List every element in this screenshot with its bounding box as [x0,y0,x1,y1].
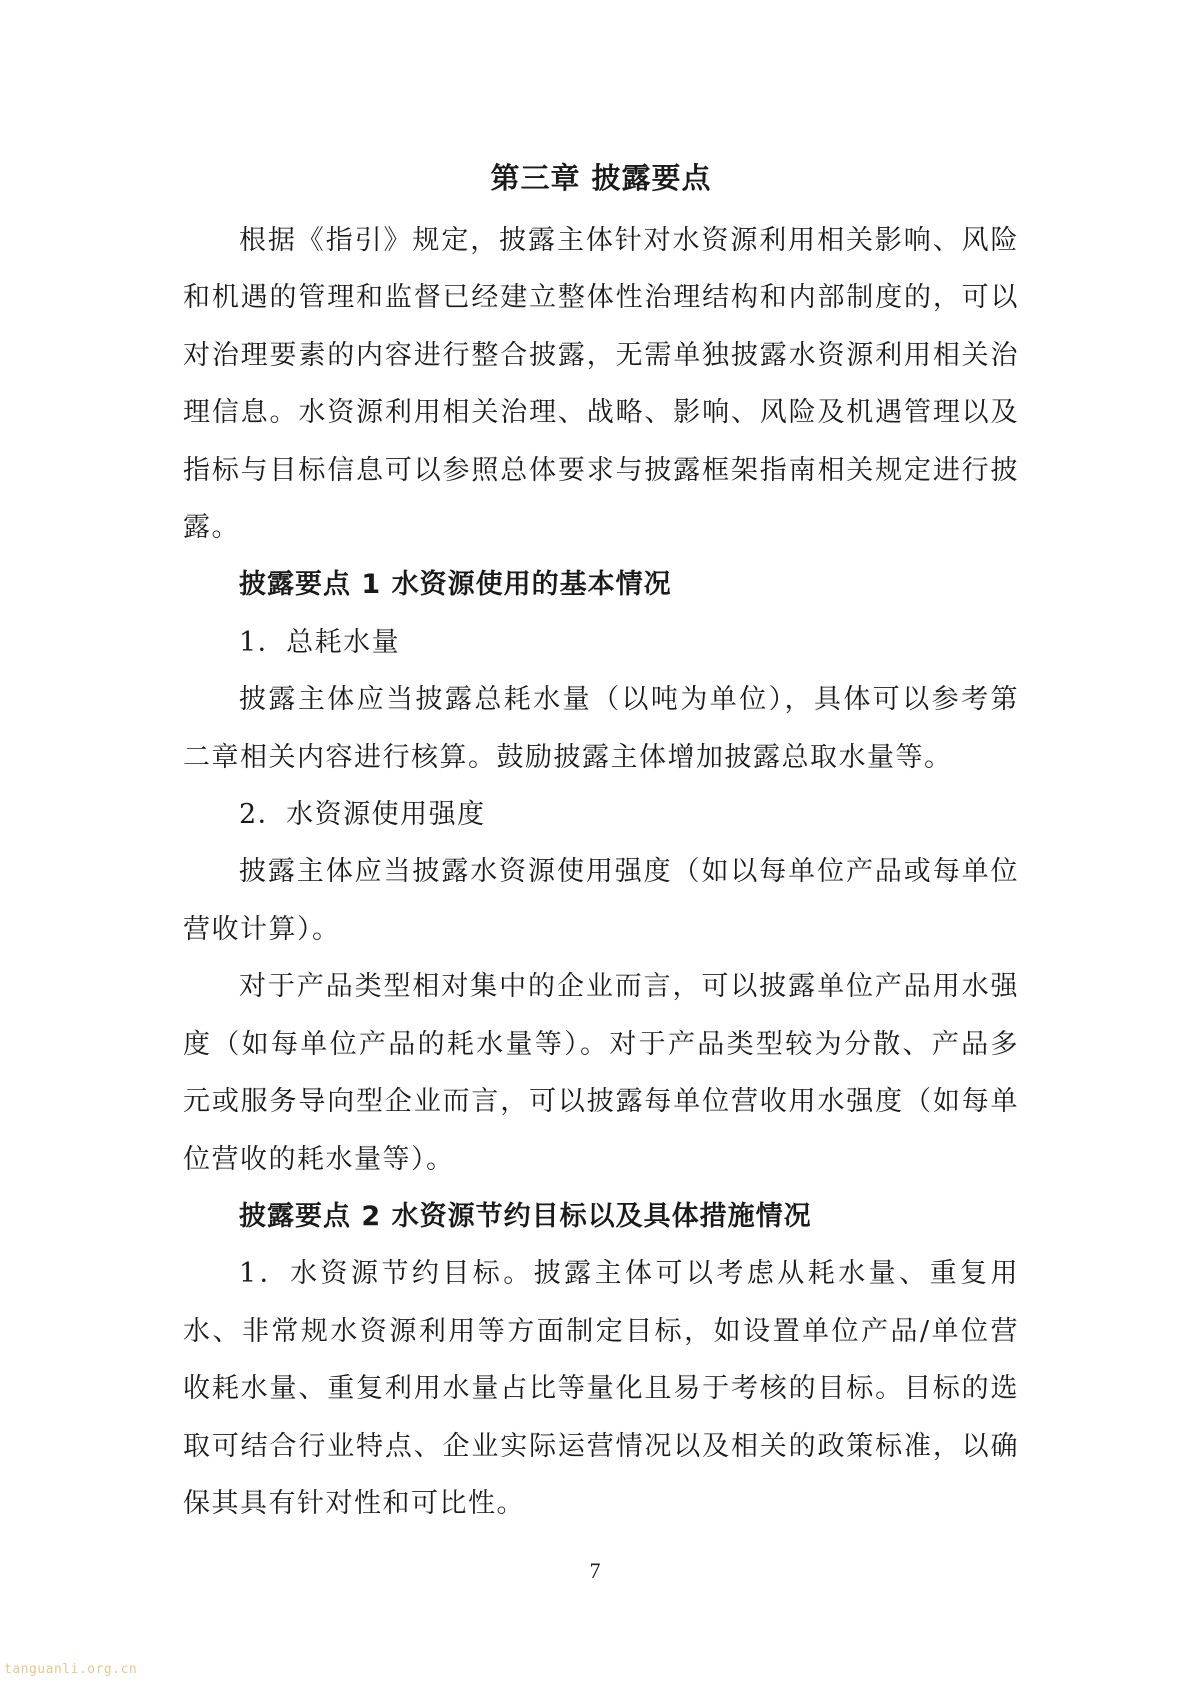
water-intensity-title: 2．水资源使用强度 [239,799,486,831]
chapter-title: 第三章 披露要点 [490,161,712,195]
disclosure-point-1-heading: 披露要点 1 水资源使用的基本情况 [239,569,672,601]
water-saving-target-text: 1．水资源节约目标。披露主体可以考虑从耗水量、重复用水、非常规水资源利用等方面制定目标，如设置单位产品/单位营收耗水量、重复利用水量占比等量化且易于考核的目标。目标的选取可结合行业特点、企业实际运营情况以及相关的政策标准，以确保其具有针对性和可比性。 [183,1258,1019,1519]
water-intensity-text: 披露主体应当披露水资源使用强度（如以每单位产品或每单位营收计算）。 [183,856,1019,945]
page-number: 7 [589,1558,601,1583]
intro-paragraph: 根据《指引》规定，披露主体针对水资源利用相关影响、风险和机遇的管理和监督已经建立整体性治理结构和内部制度的，可以对治理要素的内容进行整合披露，无需单独披露水资源利用相关治理信息。水资源利用相关治理、战略、影响、风险及机遇管理以及指标与目标信息可以参照总体要求与披露框架指南相关规定进行披露。 [183,225,1019,544]
disclosure-point-2-heading: 披露要点 2 水资源节约目标以及具体措施情况 [239,1200,812,1232]
water-intensity-detail-text: 对于产品类型相对集中的企业而言，可以披露单位产品用水强度（如每单位产品的耗水量等）。对于产品类型较为分散、产品多元或服务导向型企业而言，可以披露每单位营收用水强度（如每单位营收的耗水量等）。 [183,971,1019,1175]
total-water-consumption-text: 披露主体应当披露总耗水量（以吨为单位），具体可以参考第二章相关内容进行核算。鼓励披露主体增加披露总取水量等。 [183,684,1019,773]
total-water-consumption-title: 1．总耗水量 [239,626,401,658]
site-watermark: tanguanli.org.cn [4,1662,138,1677]
page-content [183,154,1019,1532]
